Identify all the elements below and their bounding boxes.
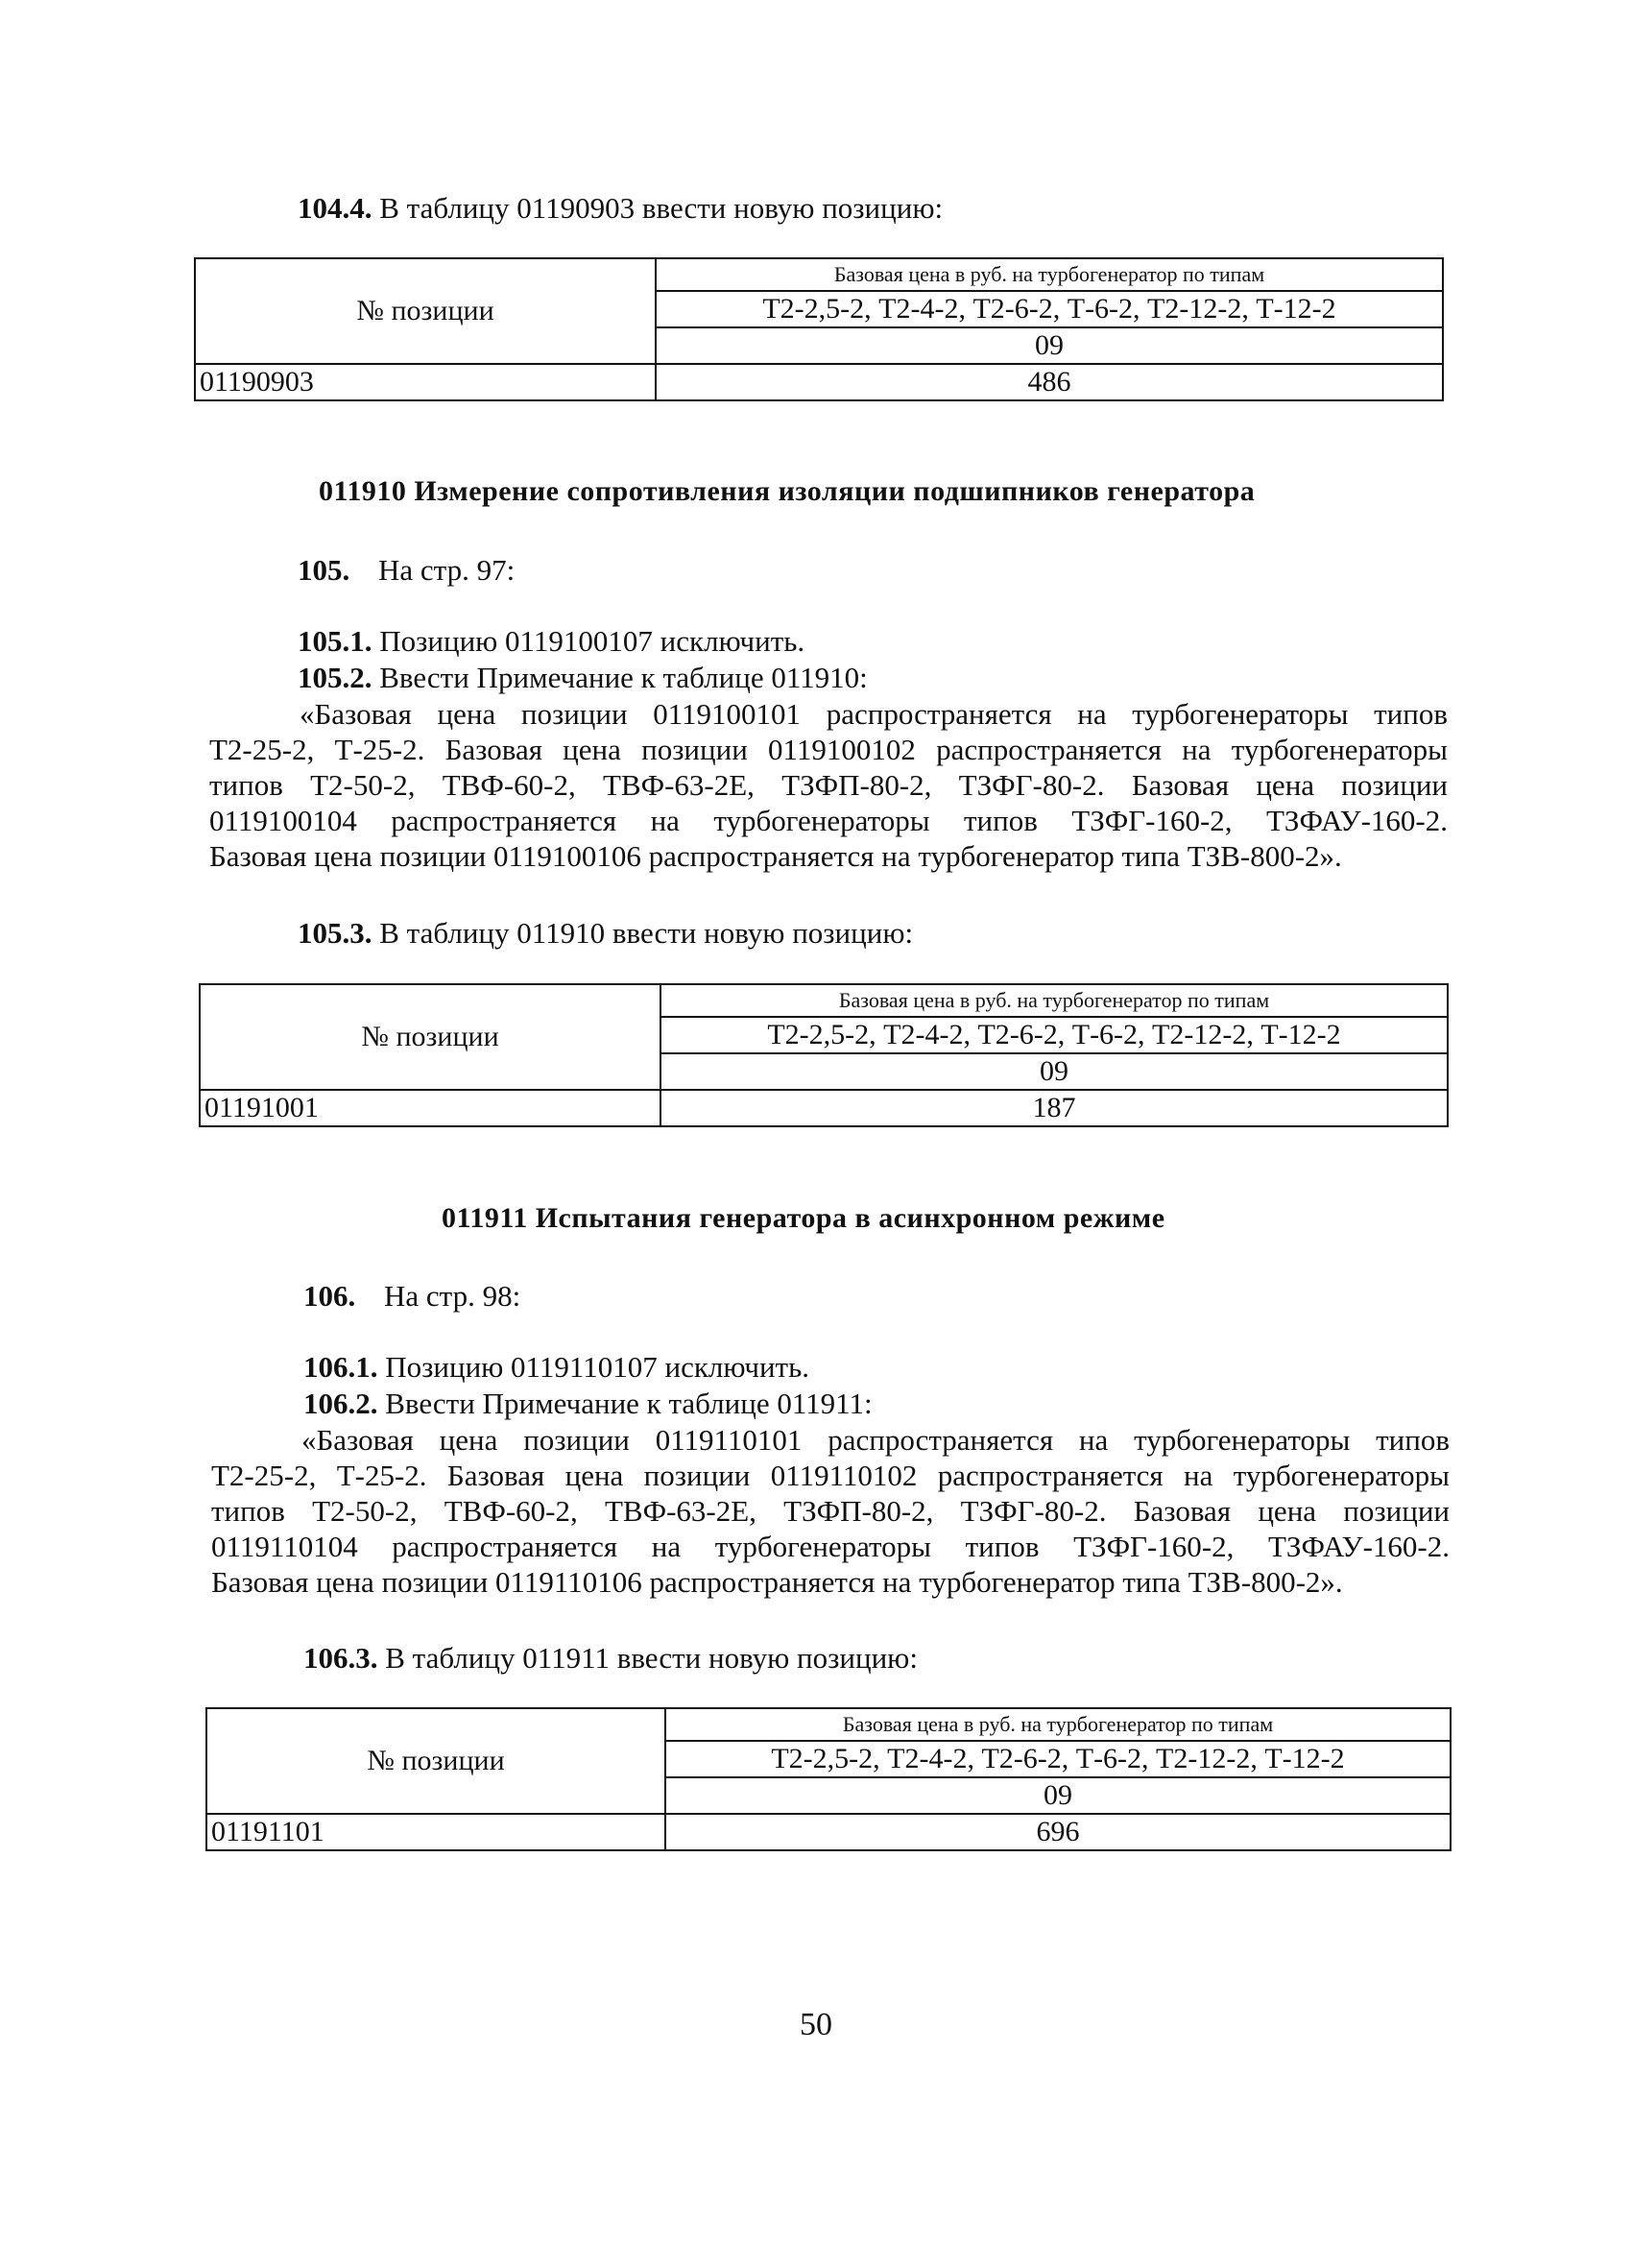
note-106-2 — [211, 1422, 1450, 1600]
section-number: 104.4. — [298, 191, 372, 225]
generator-types: Т2-2,5-2, Т2-4-2, Т2-6-2, Т-6-2, Т2-12-2, Т-12-2 — [660, 1017, 1448, 1053]
section-text: Ввести Примечание к таблице 011911: — [385, 1387, 873, 1420]
note-line: «Базовая цена позиции 0119100101 распространяется на турбогенераторы типов — [300, 697, 1448, 731]
position-table-2 — [199, 983, 1449, 1127]
section-text: На стр. 97: — [378, 553, 516, 587]
column-code: 09 — [665, 1777, 1451, 1814]
section-heading-011910: 011910 Измерение сопротивления изоляции подшипников генератора — [319, 475, 1256, 507]
section-number: 105.1. — [298, 624, 372, 658]
generator-types: Т2-2,5-2, Т2-4-2, Т2-6-2, Т-6-2, Т2-12-2, Т-12-2 — [656, 291, 1443, 327]
section-105 — [298, 552, 515, 589]
section-text: Позицию 0119100107 исключить. — [379, 624, 805, 658]
position-column-header: № позиции — [195, 258, 656, 364]
position-column-header: № позиции — [200, 984, 660, 1090]
position-code: 01190903 — [195, 364, 656, 400]
note-line: Т2-25-2, Т-25-2. Базовая цена позиции 0119110102 распространяется на турбогенераторы — [211, 1459, 1450, 1492]
section-105-2 — [298, 660, 868, 696]
section-106-2 — [303, 1386, 873, 1422]
section-number: 105.3. — [298, 916, 372, 950]
position-table-1 — [194, 257, 1444, 401]
section-number: 106.3. — [303, 1641, 378, 1675]
page-number: 50 — [800, 2007, 832, 2042]
section-106-1 — [303, 1349, 809, 1386]
position-code: 01191101 — [206, 1814, 665, 1850]
price-header: Базовая цена в руб. на турбогенератор по типам — [660, 984, 1448, 1017]
section-number: 106.1. — [303, 1350, 378, 1384]
section-106 — [303, 1278, 520, 1315]
section-text: Ввести Примечание к таблице 011910: — [379, 661, 868, 694]
price-header: Базовая цена в руб. на турбогенератор по типам — [665, 1708, 1451, 1741]
section-number: 106. — [303, 1279, 356, 1313]
section-text: В таблицу 011911 ввести новую позицию: — [385, 1641, 918, 1675]
section-heading-011911: 011911 Испытания генератора в асинхронном режиме — [442, 1202, 1165, 1234]
section-text: На стр. 98: — [384, 1279, 521, 1313]
section-105-3 — [298, 915, 913, 952]
section-104-4 — [298, 190, 943, 227]
section-106-3 — [303, 1640, 918, 1677]
section-number: 106.2. — [303, 1387, 378, 1420]
section-text: Позицию 0119110107 исключить. — [385, 1350, 809, 1384]
section-105-1 — [298, 623, 804, 660]
position-table-3 — [205, 1707, 1452, 1851]
section-number: 105. — [298, 553, 350, 587]
price-header: Базовая цена в руб. на турбогенератор по типам — [656, 258, 1443, 291]
section-number: 105.2. — [298, 661, 372, 694]
note-line: Базовая цена позиции 0119100106 распространяется на турбогенератор типа ТЗВ-800-2». — [209, 839, 1342, 873]
note-line: типов Т2-50-2, ТВФ-60-2, ТВФ-63-2Е, ТЗФП-80-2, ТЗФГ-80-2. Базовая цена позиции — [211, 1494, 1450, 1528]
price-value: 486 — [656, 364, 1443, 400]
section-text: В таблицу 011910 ввести новую позицию: — [379, 916, 914, 950]
column-code: 09 — [660, 1053, 1448, 1090]
position-code: 01191001 — [200, 1090, 660, 1126]
note-line: типов Т2-50-2, ТВФ-60-2, ТВФ-63-2Е, ТЗФП-80-2, ТЗФГ-80-2. Базовая цена позиции — [209, 768, 1448, 802]
note-line: Т2-25-2, Т-25-2. Базовая цена позиции 0119100102 распространяется на турбогенераторы — [209, 733, 1448, 766]
note-105-2 — [209, 696, 1448, 874]
note-line: Базовая цена позиции 0119110106 распространяется на турбогенератор типа ТЗВ-800-2». — [211, 1565, 1343, 1599]
section-text: В таблицу 01190903 ввести новую позицию: — [379, 191, 944, 225]
note-line: 0119110104 распространяется на турбогенераторы типов ТЗФГ-160-2, ТЗФАУ-160-2. — [211, 1530, 1450, 1563]
price-value: 187 — [660, 1090, 1448, 1126]
price-value: 696 — [665, 1814, 1451, 1850]
note-line: «Базовая цена позиции 0119110101 распространяется на турбогенераторы типов — [301, 1423, 1450, 1457]
note-line: 0119100104 распространяется на турбогенераторы типов ТЗФГ-160-2, ТЗФАУ-160-2. — [209, 804, 1448, 837]
column-code: 09 — [656, 327, 1443, 364]
position-column-header: № позиции — [206, 1708, 665, 1814]
generator-types: Т2-2,5-2, Т2-4-2, Т2-6-2, Т-6-2, Т2-12-2, Т-12-2 — [665, 1741, 1451, 1777]
